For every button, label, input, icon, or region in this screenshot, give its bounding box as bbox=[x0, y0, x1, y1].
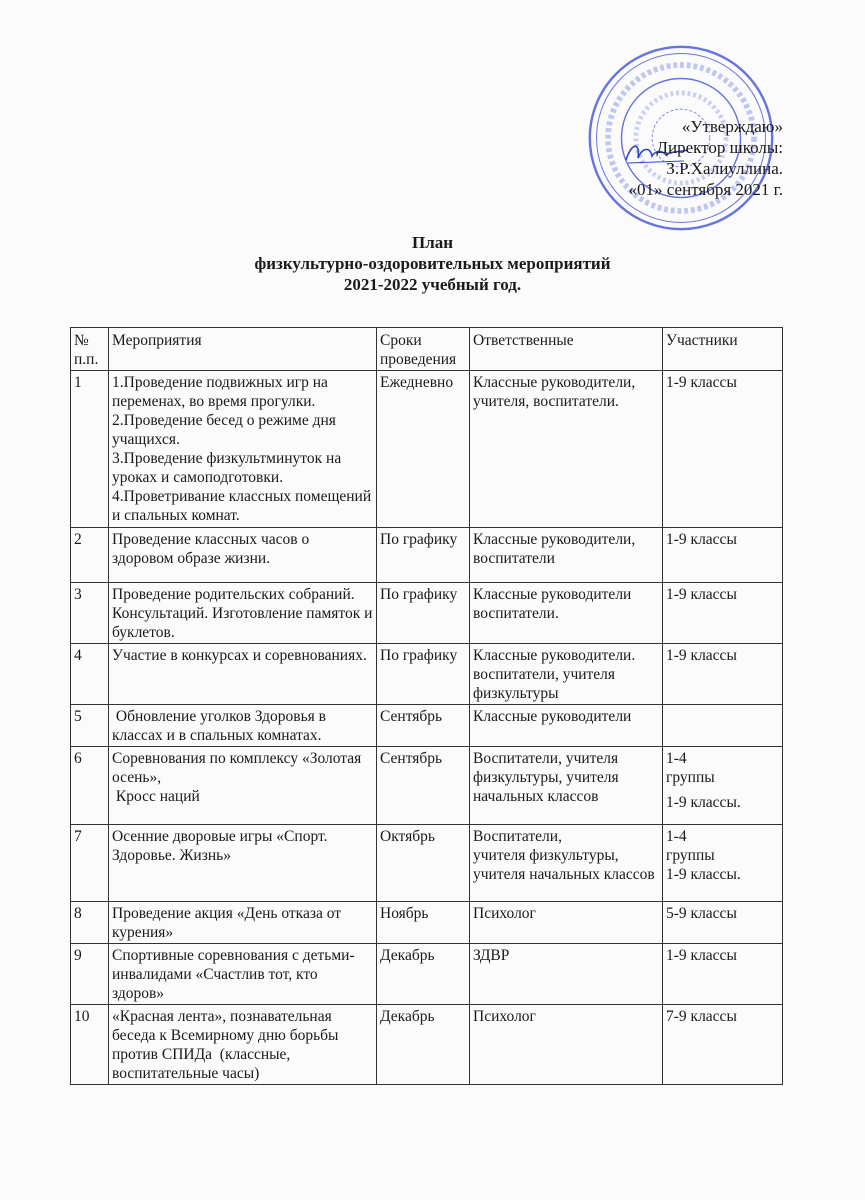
row-responsible: ЗДВР bbox=[470, 944, 663, 1005]
table-row bbox=[71, 747, 783, 825]
row-number: 7 bbox=[71, 825, 109, 902]
approval-line-date: «01» сентября 2021 г. bbox=[628, 180, 783, 199]
row-responsible: Классные руководители. воспитатели, учителя физкультуры bbox=[470, 644, 663, 705]
row-term: Ноябрь bbox=[377, 902, 470, 944]
row-participants: 1-9 классы bbox=[663, 583, 783, 644]
participants-classes: 1-9 классы. bbox=[666, 866, 741, 883]
row-term: По графику bbox=[377, 583, 470, 644]
event-line: 2.Проведение бесед о режиме дня учащихся. bbox=[112, 412, 336, 448]
row-term: По графику bbox=[377, 644, 470, 705]
row-participants: 1-9 классы bbox=[663, 371, 783, 528]
row-participants bbox=[663, 825, 783, 902]
row-term: По графику bbox=[377, 528, 470, 583]
row-number: 3 bbox=[71, 583, 109, 644]
row-number: 6 bbox=[71, 747, 109, 825]
row-responsible: Психолог bbox=[470, 1005, 663, 1085]
row-event bbox=[109, 747, 377, 825]
table-header-row bbox=[71, 328, 783, 371]
row-number: 9 bbox=[71, 944, 109, 1005]
table-row bbox=[71, 644, 783, 705]
row-event bbox=[109, 371, 377, 528]
row-participants bbox=[663, 705, 783, 747]
participants-groups: 1-4 группы bbox=[666, 750, 715, 786]
row-number: 1 bbox=[71, 371, 109, 528]
row-event: Спортивные соревнования с детьми-инвалидами «Счастлив тот, кто здоров» bbox=[109, 944, 377, 1005]
row-number: 4 bbox=[71, 644, 109, 705]
row-number: 8 bbox=[71, 902, 109, 944]
row-participants: 1-9 классы bbox=[663, 944, 783, 1005]
row-term: Сентябрь bbox=[377, 747, 470, 825]
table-row bbox=[71, 583, 783, 644]
row-participants: 1-9 классы bbox=[663, 644, 783, 705]
row-participants bbox=[663, 747, 783, 825]
participants-groups: 1-4 группы bbox=[666, 828, 715, 864]
activities-table bbox=[70, 327, 783, 1085]
table-row bbox=[71, 528, 783, 583]
document-title bbox=[0, 232, 865, 295]
row-event: Проведение классных часов о здоровом образе жизни. bbox=[109, 528, 377, 583]
responsible-line: учителя физкультуры, учителя начальных классов bbox=[473, 847, 655, 883]
header-responsible: Ответственные bbox=[470, 328, 663, 371]
row-term: Сентябрь bbox=[377, 705, 470, 747]
header-participants: Участники bbox=[663, 328, 783, 371]
row-responsible bbox=[470, 825, 663, 902]
event-line: Кросс наций bbox=[112, 788, 200, 805]
row-participants: 7-9 классы bbox=[663, 1005, 783, 1085]
row-term: Декабрь bbox=[377, 1005, 470, 1085]
event-line: Соревнования по комплексу «Золотая осень», bbox=[112, 750, 362, 786]
responsible-line: Воспитатели, bbox=[473, 828, 562, 845]
row-responsible: Психолог bbox=[470, 902, 663, 944]
table-row bbox=[71, 371, 783, 528]
row-participants: 5-9 классы bbox=[663, 902, 783, 944]
row-number: 10 bbox=[71, 1005, 109, 1085]
event-line: 4.Проветривание классных помещений и спальных комнат. bbox=[112, 488, 372, 524]
event-line: 1.Проведение подвижных игр на переменах, во время прогулки. bbox=[112, 374, 328, 410]
row-event: Осенние дворовые игры «Спорт. Здоровье. Жизнь» bbox=[109, 825, 377, 902]
title-line-year: 2021-2022 учебный год. bbox=[343, 275, 522, 294]
table-row bbox=[71, 902, 783, 944]
row-responsible: Воспитатели, учителя физкультуры, учителя начальных классов bbox=[470, 747, 663, 825]
row-event: Проведение акция «День отказа от курения» bbox=[109, 902, 377, 944]
header-term: Сроки проведения bbox=[377, 328, 470, 371]
header-number: № п.п. bbox=[71, 328, 109, 371]
approval-line-position: Директор школы: bbox=[656, 138, 783, 157]
row-term: Декабрь bbox=[377, 944, 470, 1005]
approval-block bbox=[629, 116, 783, 200]
participants-classes: 1-9 классы. bbox=[666, 794, 741, 811]
row-responsible: Классные руководители, учителя, воспитатели. bbox=[470, 371, 663, 528]
event-line: 3.Проведение физкультминуток на уроках и самоподготовки. bbox=[112, 450, 342, 486]
table-row bbox=[71, 944, 783, 1005]
row-term: Ежедневно bbox=[377, 371, 470, 528]
title-line-subject: физкультурно-оздоровительных мероприятий bbox=[254, 254, 611, 273]
row-number: 2 bbox=[71, 528, 109, 583]
row-event: «Красная лента», познавательная беседа к Всемирному дню борьбы против СПИДа (классные, воспитательные часы) bbox=[109, 1005, 377, 1085]
row-event: Обновление уголков Здоровья в классах и в спальных комнатах. bbox=[109, 705, 377, 747]
row-event: Проведение родительских собраний. Консультаций. Изготовление памяток и буклетов. bbox=[109, 583, 377, 644]
row-responsible: Классные руководители, воспитатели bbox=[470, 528, 663, 583]
row-number: 5 bbox=[71, 705, 109, 747]
table-row bbox=[71, 825, 783, 902]
row-participants: 1-9 классы bbox=[663, 528, 783, 583]
row-responsible: Классные руководители воспитатели. bbox=[470, 583, 663, 644]
row-term: Октябрь bbox=[377, 825, 470, 902]
row-responsible: Классные руководители bbox=[470, 705, 663, 747]
row-event: Участие в конкурсах и соревнованиях. bbox=[109, 644, 377, 705]
approval-line-director-name: З.Р.Халиуллина. bbox=[666, 159, 783, 178]
title-line-plan: План bbox=[411, 233, 454, 252]
table-row bbox=[71, 1005, 783, 1085]
table-row bbox=[71, 705, 783, 747]
header-event: Мероприятия bbox=[109, 328, 377, 371]
approval-line-approve: «Утверждаю» bbox=[681, 117, 783, 136]
